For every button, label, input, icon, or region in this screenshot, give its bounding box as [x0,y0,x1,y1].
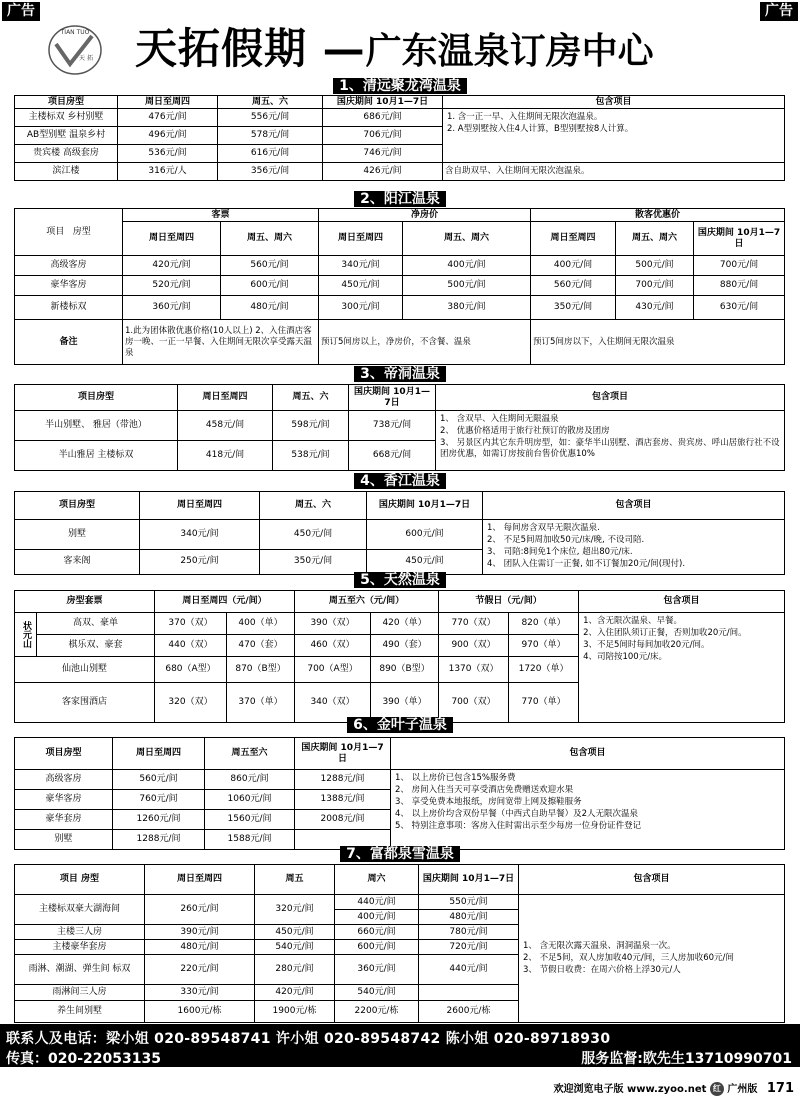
s1-th: 项目房型 [15,96,118,109]
s2-th: 周日至周四 [319,222,403,256]
s6-cell: 1388元/间 [295,790,391,810]
s3-cell: 半山别墅、 雅居（带池） [15,411,178,441]
s1-cell: AB型别墅 温泉乡村 [15,127,118,145]
s6-includes: 1、 以上房价已包含15%服务费 2、 房间入住当天可享受酒店免费赠送欢迎水果 3、 享受免费本地报纸，房间宽带上网及擦鞋服务 4、 以上房价均含双份早餐（中西式自助早餐）及2人无限次温泉 5、 特别注意事项：客房入住时需出示至少每房一位身份证件登记 [391,770,785,850]
s2-cell: 340元/间 [319,256,403,276]
s1-th: 周五、六 [218,96,323,109]
section-title-1: 1、清远聚龙湾温泉 [0,78,800,95]
s2-cell: 380元/间 [403,296,531,320]
s5-cell: 770（双） [439,613,509,635]
s6-cell: 1288元/间 [295,770,391,790]
s2-cell: 新楼标双 [15,296,123,320]
section-title-2: 2、阳江温泉 [0,191,800,208]
s5-cell: 770（单） [509,683,579,723]
s1-th: 国庆期间 10月1—7日 [323,96,443,109]
s1-cell: 578元/间 [218,127,323,145]
s4-cell: 别墅 [15,520,140,550]
table-s3 [14,384,785,471]
supervise-line: 服务监督:欧先生13710990701 [581,1051,792,1067]
s3-th: 周五、六 [273,385,349,411]
s7-cell: 雨淋、潮湖、弹生间 标双 [15,955,145,985]
s4-cell: 340元/间 [140,520,260,550]
s1-cell: 426元/间 [323,163,443,181]
ad-label-right: 广告 [760,2,798,21]
s2-note-2: 预订5间房以上，净房价，不含餐、温泉 [319,320,531,365]
s2-group: 净房价 [319,209,531,222]
section-title-3: 3、帝洞温泉 [0,366,800,383]
s5-cell: 340（双） [295,683,371,723]
s2-note-label: 备注 [15,320,123,365]
s3-cell: 598元/间 [273,411,349,441]
s5-cell: 870（B型） [227,657,295,683]
s4-th: 包含项目 [483,492,785,520]
s2-th: 周日至周四 [531,222,616,256]
s1-cell: 706元/间 [323,127,443,145]
page-number: 171 [766,1081,794,1096]
s7-cell: 390元/间 [145,925,255,940]
s5-cell: 370（单） [227,683,295,723]
s3-th: 包含项目 [436,385,785,411]
s2-th: 周五、周六 [403,222,531,256]
s6-cell: 560元/间 [113,770,205,790]
s2-cell: 500元/间 [616,256,694,276]
s7-cell: 220元/间 [145,955,255,985]
s2-corner: 项目 房型 [15,209,123,256]
s7-cell: 2200元/栋 [335,1001,419,1023]
s7-cell: 550元/间 [419,895,519,910]
s7-cell: 540元/间 [255,940,335,955]
s1-cell: 主楼标双 乡村别墅 [15,109,118,127]
s4-th: 项目房型 [15,492,140,520]
s3-th: 国庆期间 10月1—7日 [349,385,436,411]
s7-th: 周六 [335,865,419,895]
s6-cell: 豪华客房 [15,790,113,810]
s3-cell: 458元/间 [178,411,273,441]
title-main: 天拓假期 [135,24,308,73]
s2-cell: 450元/间 [319,276,403,296]
fax-line: 传真：020-22053135 [6,1051,161,1067]
s7-th: 国庆期间 10月1—7日 [419,865,519,895]
s5-cell: 700（双） [439,683,509,723]
s6-cell: 1288元/间 [113,830,205,850]
s5-th: 周五至六（元/间） [295,591,439,613]
s5-cell: 棋乐双、豪套 [37,635,155,657]
s5-cell: 仙池山别墅 [15,657,155,683]
s6-th: 项目房型 [15,738,113,770]
s2-th: 周五、周六 [616,222,694,256]
s1-cell: 536元/间 [118,145,218,163]
s5-includes: 1、含无限次温泉、早餐。 2、入住团队须订正餐，否则加收20元/间。 3、不足5间时每间加收20元/间。 4、司陪按100元/床。 [579,613,785,723]
title-sub: 广东温泉订房中心 [365,30,654,72]
s7-cell: 260元/间 [145,895,255,925]
s3-includes: 1、 含双早、入住期间无限温泉 2、 优惠价格适用于旅行社预订的散房及团房 3、 另景区内其它东升明房型，如：豪华半山别墅、酒店套房、贵宾房、呼山居旅行社不设团房优惠，如需订房按前台售价优惠10% [436,411,785,471]
s4-cell: 600元/间 [367,520,483,550]
s6-cell: 1560元/间 [205,810,295,830]
s2-cell: 700元/间 [694,256,785,276]
s4-includes: 1、 每间房含双早无限次温泉. 2、 不足5间周加收50元/床/晚, 不设司陪. 3、 司陪:8间免1个床位, 超出80元/床. 4、 团队入住需订一正餐, 如不订餐加20元/间(现付). [483,520,785,575]
s5-cell: 440（双） [155,635,227,657]
s2-th: 国庆期间 10月1—7日 [694,222,785,256]
s7-cell: 480元/间 [145,940,255,955]
s5-cell: 900（双） [439,635,509,657]
s2-cell: 520元/间 [123,276,221,296]
s7-cell: 420元/间 [255,985,335,1001]
s7-cell: 780元/间 [419,925,519,940]
s5-cell: 490（套） [371,635,439,657]
s6-th: 周日至周四 [113,738,205,770]
s5-cell: 400（单） [227,613,295,635]
s1-cell: 滨江楼 [15,163,118,181]
s3-cell: 668元/间 [349,441,436,471]
table-s7 [14,864,785,1023]
s2-note-1: 1.此为团体散优惠价格(10人以上) 2、入住酒店客房一晚、一正一早餐、入住期间无限次享受露天温泉 [123,320,319,365]
s4-th: 周日至周四 [140,492,260,520]
s7-cell: 1900元/栋 [255,1001,335,1023]
ad-label-left: 广告 [2,2,40,21]
s7-cell: 540元/间 [335,985,419,1001]
s2-cell: 560元/间 [531,276,616,296]
s2-group: 客票 [123,209,319,222]
s2-cell: 300元/间 [319,296,403,320]
s7-th: 项目 房型 [15,865,145,895]
s3-th: 周日至周四 [178,385,273,411]
s7-cell: 320元/间 [255,895,335,925]
s7-includes: 1、 含无限次露天温泉、洞洞温泉一次。 2、 不足5间，双人房加收40元/间，三人房加收60元/间 3、 节假日收费：在周六价格上浮30元/人 [519,895,785,1023]
s1-cell: 616元/间 [218,145,323,163]
logo-text-cn: 天 拓 [79,55,93,62]
s6-cell: 860元/间 [205,770,295,790]
s2-group: 散客优惠价 [531,209,785,222]
s5-cell: 890（B型） [371,657,439,683]
s1-cell: 贵宾楼 高级套房 [15,145,118,163]
s4-cell: 450元/间 [260,520,367,550]
s7-cell: 2600元/栋 [419,1001,519,1023]
s4-cell: 250元/间 [140,549,260,574]
table-s4 [14,491,785,575]
s2-cell: 360元/间 [123,296,221,320]
s3-cell: 738元/间 [349,411,436,441]
s7-cell: 480元/间 [419,910,519,925]
s2-cell: 豪华客房 [15,276,123,296]
contact-line: 联系人及电话：梁小姐 020-89548741 许小姐 020-89548742 陈小姐 020-89718930 [6,1031,611,1047]
s7-th: 包含项目 [519,865,785,895]
s4-cell: 客来阁 [15,549,140,574]
s6-th: 周五至六 [205,738,295,770]
s5-cell: 700（A型） [295,657,371,683]
s2-cell: 600元/间 [221,276,319,296]
s1-cell: 316元/人 [118,163,218,181]
s7-cell: 440元/间 [419,955,519,985]
s7-th: 周五 [255,865,335,895]
table-s5 [14,590,785,723]
s7-cell: 360元/间 [335,955,419,985]
section-title-7: 7、富都泉雪温泉 [0,846,800,863]
s2-cell: 高级客房 [15,256,123,276]
s3-cell: 半山雅居 主楼标双 [15,441,178,471]
s7-cell: 330元/间 [145,985,255,1001]
table-s1 [14,95,785,181]
s7-cell: 主楼豪华套房 [15,940,145,955]
s2-th: 周五、周六 [221,222,319,256]
s1-includes-1: 1. 含一正一早、入住期间无限次泡温泉。 2. A型别墅按入住4人计算，B型别墅按8人计算。 [443,109,785,163]
s7-cell: 720元/间 [419,940,519,955]
s7-cell: 600元/间 [335,940,419,955]
s1-th: 包含项目 [443,96,785,109]
s2-cell: 400元/间 [531,256,616,276]
s4-cell: 350元/间 [260,549,367,574]
s5-cell: 390（双） [295,613,371,635]
section-title-5: 5、天然温泉 [0,572,800,589]
s5-th: 周日至周四（元/间） [155,591,295,613]
s6-cell: 1260元/间 [113,810,205,830]
s5-cell: 680（A型） [155,657,227,683]
logo-text-en: TIAN TUO [60,29,90,36]
s1-cell: 556元/间 [218,109,323,127]
s7-cell: 雨淋间三人房 [15,985,145,1001]
s7-cell: 440元/间 [335,895,419,910]
page-footer [553,1080,794,1096]
s5-cell: 970（单） [509,635,579,657]
section-title-4: 4、香江温泉 [0,473,800,490]
s1-cell: 496元/间 [118,127,218,145]
s6-cell: 别墅 [15,830,113,850]
page-title: 天拓假期 —广东温泉订房中心 [135,24,654,73]
s5-cell: 1370（双） [439,657,509,683]
s5-cell: 370（双） [155,613,227,635]
page-header [20,22,790,76]
s5-cell: 390（单） [371,683,439,723]
s2-cell: 880元/间 [694,276,785,296]
s2-cell: 350元/间 [531,296,616,320]
s2-cell: 630元/间 [694,296,785,320]
s7-cell: 400元/间 [335,910,419,925]
s2-cell: 400元/间 [403,256,531,276]
s7-cell [419,985,519,1001]
s1-cell: 746元/间 [323,145,443,163]
s2-cell: 430元/间 [616,296,694,320]
s5-th: 包含项目 [579,591,785,613]
s5-cell: 460（双） [295,635,371,657]
s4-cell: 450元/间 [367,549,483,574]
s5-side-label: 状元山 [15,613,37,657]
section-title-6: 6、金叶子温泉 [0,717,800,734]
s7-cell: 660元/间 [335,925,419,940]
s6-cell: 高级客房 [15,770,113,790]
s5-cell: 客家围酒店 [15,683,155,723]
s5-cell: 320（双） [155,683,227,723]
edition-label: 广州版 [727,1084,758,1095]
s1-cell: 686元/间 [323,109,443,127]
table-s2 [14,208,785,365]
s5-cell: 420（单） [371,613,439,635]
s1-includes-2: 含自助双早、入住期间无限次泡温泉。 [443,163,785,181]
s5-cell: 高双、豪单 [37,613,155,635]
s7-cell: 养生间别墅 [15,1001,145,1023]
s7-th: 周日至周四 [145,865,255,895]
s7-cell: 1600元/栋 [145,1001,255,1023]
table-s6 [14,737,785,850]
s6-th: 国庆期间 10月1—7日 [295,738,391,770]
s4-th: 国庆期间 10月1—7日 [367,492,483,520]
edition-badge: 红 [710,1082,724,1096]
s5-cell: 820（单） [509,613,579,635]
s2-cell: 480元/间 [221,296,319,320]
s2-cell: 560元/间 [221,256,319,276]
s6-cell: 1588元/间 [205,830,295,850]
s6-cell: 2008元/间 [295,810,391,830]
s6-cell: 1060元/间 [205,790,295,810]
s4-th: 周五、六 [260,492,367,520]
s6-cell: 760元/间 [113,790,205,810]
s7-cell: 主楼标双豪大湖海间 [15,895,145,925]
s7-cell: 主楼三人房 [15,925,145,940]
s5-cell: 470（套） [227,635,295,657]
s2-th: 周日至周四 [123,222,221,256]
s5-cell: 1720（单） [509,657,579,683]
s3-th: 项目房型 [15,385,178,411]
site-text: 欢迎浏览电子版 www.zyoo.net [553,1084,707,1095]
s7-cell: 450元/间 [255,925,335,940]
s7-cell: 280元/间 [255,955,335,985]
s6-cell: 豪华套房 [15,810,113,830]
s1-cell: 476元/间 [118,109,218,127]
contact-footer [0,1024,800,1067]
s3-cell: 418元/间 [178,441,273,471]
s2-cell: 420元/间 [123,256,221,276]
s6-th: 包含项目 [391,738,785,770]
brand-logo [40,22,110,76]
s1-th: 周日至周四 [118,96,218,109]
s5-th: 房型套票 [15,591,155,613]
s3-cell: 538元/间 [273,441,349,471]
s2-note-3: 预订5间房以下，入住期间无限次温泉 [531,320,785,365]
s2-cell: 700元/间 [616,276,694,296]
s5-th: 节假日（元/间） [439,591,579,613]
s1-cell: 356元/间 [218,163,323,181]
s2-cell: 500元/间 [403,276,531,296]
